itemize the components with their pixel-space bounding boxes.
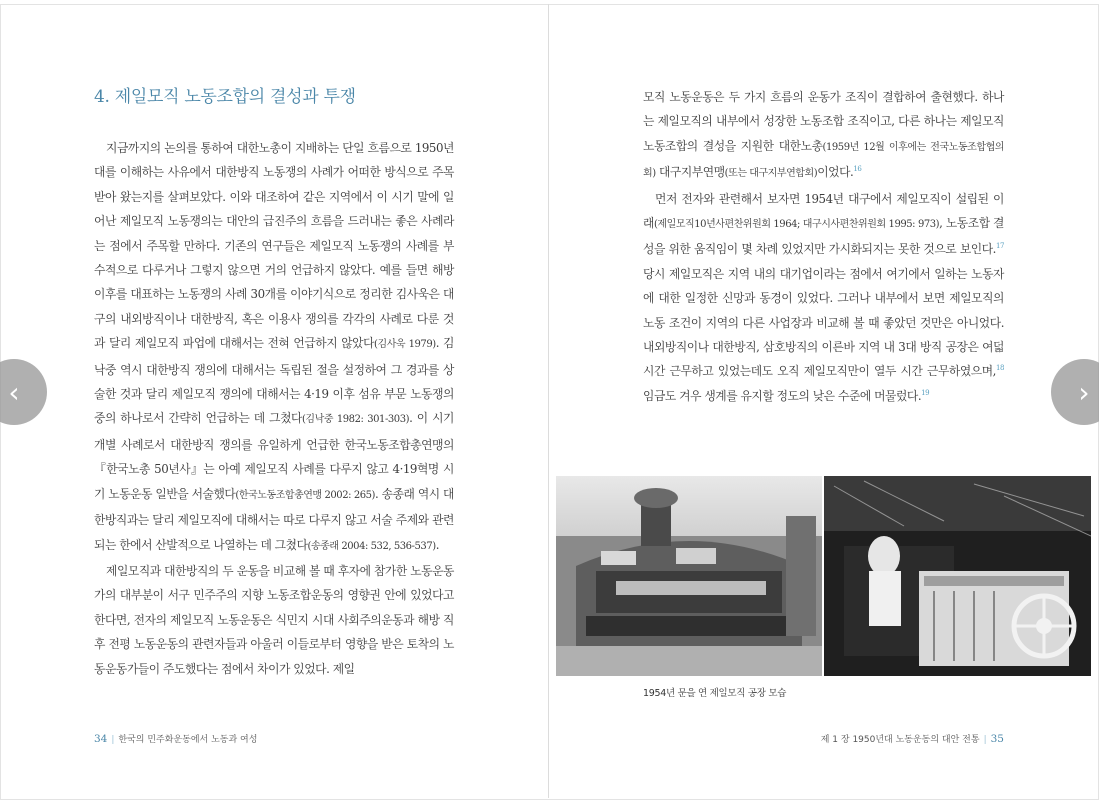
footer-divider: |	[983, 735, 987, 745]
page-footer	[94, 732, 257, 745]
chevron-right-icon: ›	[1078, 375, 1090, 409]
photo-caption: 1954년 문을 연 제일모직 공장 모습	[643, 688, 787, 699]
paragraph: 제일모직과 대한방직의 두 운동을 비교해 볼 때 후자에 참가한 노동운동가의 대부분이 서구 민주주의 지향 노동조합운동의 영향권 안에 있었다고 한다면, 전자의 제일모직 노동운동은 식민지 시대 사회주의운동과 해방 직후 전평 노동운동의 관련자들과 아울러 이들로부터 영향을 받은 토착의 노동운동가들이 주도했다는 점에서 차이가 있었다. 제일	[94, 563, 454, 676]
left-body-text	[94, 136, 454, 681]
left-page	[0, 4, 548, 798]
weaving-room-photo	[824, 476, 1091, 676]
chevron-left-icon: ‹	[8, 375, 20, 409]
factory-gate-photo	[556, 476, 822, 676]
footnote-marker[interactable]: 17	[995, 242, 1004, 251]
paragraph: 먼저 전자와 관련해서 보자면 1954년 대구에서 제일모직이 설립된 이래(제일모직10년사편찬위원회 1964; 대구시사편찬위원회 1995: 973), 노동조합 결성을 위한 움직임이 몇 차례 있었지만 가시화되지는 못한 것으로 보인다.$^{17}$ 당시 제일모직은 지역 내의 대기업이라는 점에서 여기에서 일하는 노동자에 대한 일정한 신망과 동경이 있었다. 그러나 내부에서 보면 제일모직의 노동 조건이 지역의 다른 사업장과 비교해 볼 때 좋았던 것만은 아니었다. 내외방직이나 대한방직, 삼호방직의 이른바 지역 내 3대 방직 공장은 여덟 시간 근무하고 있었는데도 오직 제일모직만이 열두 시간 근무하였으며,$^{18}$ 임금도 겨우 생계를 유지할 정도의 낮은 수준에 머물렀다.$^{19}$	[643, 191, 1004, 403]
paragraph: 모직 노동운동은 두 가지 흐름의 운동가 조직이 결합하여 출현했다. 하나는 제일모직의 내부에서 성장한 노동조합 조직이고, 다른 하나는 제일모직 노동조합의 결성을 지원한 대한노총(1959년 12월 이후에는 전국노동조합협의회) 대구지부연맹(또는 대구지부연합회)이었다.$^{16}$	[643, 90, 1004, 180]
footnote-marker[interactable]: 16	[853, 165, 862, 174]
running-title: 한국의 민주화운동에서 노동과 여성	[118, 735, 258, 745]
running-title: 제 1 장 1950년대 노동운동의 대안 전통	[820, 735, 980, 745]
factory-gate-illustration	[556, 476, 822, 676]
page-number: 34	[94, 733, 108, 745]
factory-photo-row	[556, 476, 1091, 676]
weaving-machine-illustration	[824, 476, 1091, 676]
footnote-marker[interactable]: 18	[995, 364, 1004, 373]
right-page	[549, 4, 1098, 798]
footer-divider: |	[111, 735, 115, 745]
section-heading: 4. 제일모직 노동조합의 결성과 투쟁	[94, 87, 356, 107]
paragraph: 지금까지의 논의를 통하여 대한노총이 지배하는 단일 흐름으로 1950년대를 이해하는 사유에서 대한방직 노동쟁의 사례가 어떠한 방식으로 주목받아 왔는지를 살펴보았다. 이와 대조하여 같은 지역에서 이 시기 말에 일어난 제일모직 노동쟁의는 대안의 급진주의 흐름을 드러내는 좋은 사례라는 점에서 주목할 만하다. 기존의 연구들은 제일모직 노동쟁의 사례를 부수적으로 다루거나 그렇지 않으면 거의 언급하지 않았다. 예를 들면 해방 이후를 대표하는 노동쟁의 사례 30개를 이야기식으로 정리한 김사욱은 대구의 내외방직이나 대한방직, 혹은 이용사 쟁의를 각각의 사례로 다룬 것과 달리 제일모직 파업에 대해서는 전혀 언급하지 않았다(김사욱 1979). 김낙중 역시 대한방직 쟁의에 대해서는 독립된 절을 설정하여 그 경과를 상술한 것과 달리 제일모직 쟁의에 대해서는 4·19 이후 섬유 부문 노동쟁의 중의 하나로서 간략히 언급하는 데 그쳤다(김낙중 1982: 301-303). 이 시기 개별 사례로서 대한방직 쟁의를 유일하게 언급한 한국노동조합총연맹의 『한국노총 50년사』는 아예 제일모직 사례를 다루지 않고 4·19혁명 시기 노동운동 일반을 서술했다(한국노동조합총연맹 2002: 265). 송종래 역시 대한방직과는 달리 제일모직에 대해서는 따로 다루지 않고 서술 주제와 관련되는 한에서 산발적으로 나열하는 데 그쳤다(송종래 2004: 532, 536-537).	[94, 141, 455, 552]
page-number: 35	[990, 733, 1004, 745]
page-footer	[821, 732, 1004, 745]
footnote-marker[interactable]: 19	[921, 388, 930, 397]
right-body-text	[643, 85, 1004, 408]
